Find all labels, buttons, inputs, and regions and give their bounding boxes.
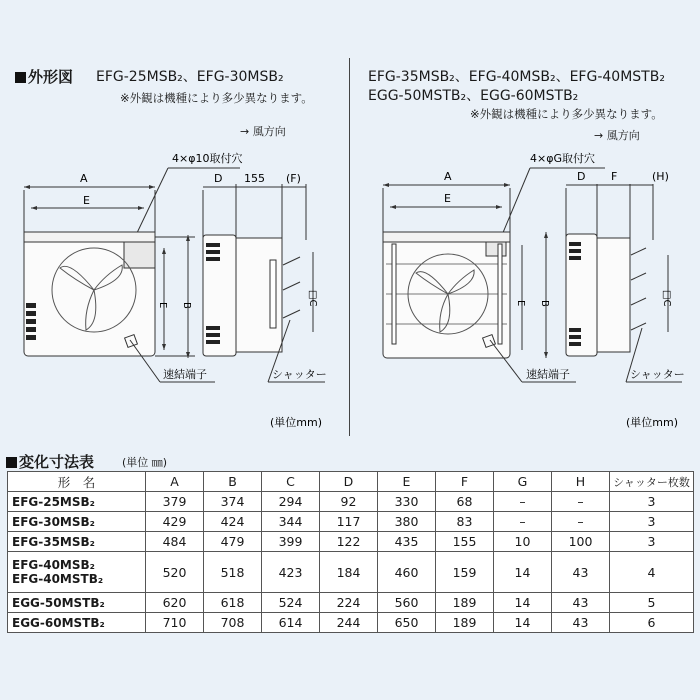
cell-f: 68 bbox=[436, 492, 494, 512]
cell-h: – bbox=[552, 512, 610, 532]
cell-e: 460 bbox=[378, 552, 436, 593]
col-header-c: C bbox=[262, 472, 320, 492]
right-front-view bbox=[383, 232, 510, 358]
table-row bbox=[8, 512, 694, 532]
cell-d: 244 bbox=[320, 613, 378, 633]
cell-d: 184 bbox=[320, 552, 378, 593]
dim-c-vertical: □C bbox=[307, 290, 318, 307]
col-header-d: D bbox=[320, 472, 378, 492]
left-side-view bbox=[203, 235, 300, 356]
row-name: EGG-60MSTB₂ bbox=[8, 613, 146, 633]
right-models-line1: EFG-35MSB₂、EFG-40MSB₂、EFG-40MSTB₂ bbox=[368, 69, 665, 85]
cell-shutter: 3 bbox=[610, 512, 694, 532]
cell-d: 117 bbox=[320, 512, 378, 532]
row-name: EGG-50MSTB₂ bbox=[8, 593, 146, 613]
cell-g: 10 bbox=[494, 532, 552, 552]
dim-b-vertical: B bbox=[181, 302, 192, 309]
dim-e-vertical: E bbox=[157, 302, 168, 309]
left-drawing bbox=[0, 140, 349, 440]
cell-e: 330 bbox=[378, 492, 436, 512]
dim-f-label: F bbox=[611, 170, 618, 183]
shutter-label: シャッター bbox=[630, 368, 685, 381]
cell-g: 14 bbox=[494, 613, 552, 633]
table-row bbox=[8, 613, 694, 633]
cell-c: 399 bbox=[262, 532, 320, 552]
col-header-e: E bbox=[378, 472, 436, 492]
cell-shutter: 5 bbox=[610, 593, 694, 613]
right-note: ※外観は機種により多少異なります。 bbox=[470, 107, 663, 121]
right-side-view bbox=[566, 234, 646, 356]
col-header-name: 形 名 bbox=[8, 472, 146, 492]
cell-c: 294 bbox=[262, 492, 320, 512]
dim-a-label: A bbox=[444, 170, 452, 183]
cell-b: 518 bbox=[204, 552, 262, 593]
cell-d: 122 bbox=[320, 532, 378, 552]
cell-c: 423 bbox=[262, 552, 320, 593]
dim-155-label: 155 bbox=[244, 172, 265, 185]
cell-b: 374 bbox=[204, 492, 262, 512]
cell-g: – bbox=[494, 512, 552, 532]
cell-a: 710 bbox=[146, 613, 204, 633]
cell-b: 618 bbox=[204, 593, 262, 613]
right-wind-label: → 風方向 bbox=[594, 129, 640, 142]
cell-g: 14 bbox=[494, 593, 552, 613]
cell-shutter: 3 bbox=[610, 492, 694, 512]
row-name-line1: EFG-40MSB₂ bbox=[12, 558, 95, 572]
dim-h-label: (H) bbox=[652, 170, 669, 183]
dim-d-label: D bbox=[577, 170, 586, 183]
table-header-row bbox=[8, 472, 694, 492]
cell-f: 189 bbox=[436, 613, 494, 633]
cell-h: – bbox=[552, 492, 610, 512]
left-unit-label: (単位mm) bbox=[270, 416, 323, 429]
cell-h: 43 bbox=[552, 613, 610, 633]
cell-shutter: 3 bbox=[610, 532, 694, 552]
dimension-table bbox=[7, 471, 694, 633]
cell-e: 435 bbox=[378, 532, 436, 552]
cell-a: 484 bbox=[146, 532, 204, 552]
right-drawing bbox=[350, 140, 700, 440]
table-row bbox=[8, 552, 694, 593]
cell-d: 224 bbox=[320, 593, 378, 613]
cell-f: 83 bbox=[436, 512, 494, 532]
left-wind-label: → 風方向 bbox=[240, 125, 286, 138]
cell-h: 43 bbox=[552, 552, 610, 593]
cell-h: 100 bbox=[552, 532, 610, 552]
cell-f: 159 bbox=[436, 552, 494, 593]
dim-e-vertical: E bbox=[515, 300, 526, 307]
table-row bbox=[8, 532, 694, 552]
cell-b: 424 bbox=[204, 512, 262, 532]
row-name bbox=[8, 552, 146, 593]
col-header-h: H bbox=[552, 472, 610, 492]
right-unit-label: (単位mm) bbox=[626, 416, 679, 429]
dim-e-label: E bbox=[83, 194, 90, 207]
terminal-label: 速結端子 bbox=[526, 368, 570, 381]
cell-e: 380 bbox=[378, 512, 436, 532]
left-front-view bbox=[24, 232, 155, 356]
dim-b-vertical: B bbox=[539, 300, 550, 307]
row-name: EFG-25MSB₂ bbox=[8, 492, 146, 512]
black-square-icon bbox=[15, 72, 26, 83]
left-title: 外形図 bbox=[15, 66, 73, 87]
cell-b: 708 bbox=[204, 613, 262, 633]
table-unit: (単位 ㎜) bbox=[122, 456, 168, 469]
col-header-shutter: シャッター枚数 bbox=[610, 472, 694, 492]
cell-shutter: 4 bbox=[610, 552, 694, 593]
left-models: EFG-25MSB₂、EFG-30MSB₂ bbox=[96, 69, 284, 85]
black-square-icon bbox=[6, 457, 17, 468]
cell-f: 155 bbox=[436, 532, 494, 552]
hole-label: 4×φG取付穴 bbox=[530, 152, 595, 165]
cell-c: 524 bbox=[262, 593, 320, 613]
cell-f: 189 bbox=[436, 593, 494, 613]
table-row bbox=[8, 593, 694, 613]
cell-e: 560 bbox=[378, 593, 436, 613]
dim-c-vertical: □C bbox=[661, 290, 672, 307]
cell-h: 43 bbox=[552, 593, 610, 613]
dim-d-label: D bbox=[214, 172, 223, 185]
cell-shutter: 6 bbox=[610, 613, 694, 633]
table-title: 変化寸法表 bbox=[6, 451, 94, 472]
dim-f-label: (F) bbox=[286, 172, 301, 185]
cell-a: 379 bbox=[146, 492, 204, 512]
cell-g: 14 bbox=[494, 552, 552, 593]
right-models-line2: EGG-50MSTB₂、EGG-60MSTB₂ bbox=[368, 88, 579, 104]
table-row bbox=[8, 492, 694, 512]
shutter-label: シャッター bbox=[272, 368, 327, 381]
cell-g: – bbox=[494, 492, 552, 512]
col-header-a: A bbox=[146, 472, 204, 492]
cell-a: 620 bbox=[146, 593, 204, 613]
row-name-line2: EFG-40MSTB₂ bbox=[12, 572, 104, 586]
cell-e: 650 bbox=[378, 613, 436, 633]
col-header-f: F bbox=[436, 472, 494, 492]
terminal-label: 速結端子 bbox=[163, 368, 207, 381]
cell-c: 614 bbox=[262, 613, 320, 633]
dim-e-label: E bbox=[444, 192, 451, 205]
cell-b: 479 bbox=[204, 532, 262, 552]
left-note: ※外観は機種により多少異なります。 bbox=[120, 91, 313, 105]
cell-a: 429 bbox=[146, 512, 204, 532]
cell-c: 344 bbox=[262, 512, 320, 532]
col-header-g: G bbox=[494, 472, 552, 492]
hole-label: 4×φ10取付穴 bbox=[172, 152, 243, 165]
row-name: EFG-30MSB₂ bbox=[8, 512, 146, 532]
cell-a: 520 bbox=[146, 552, 204, 593]
dim-a-label: A bbox=[80, 172, 88, 185]
col-header-b: B bbox=[204, 472, 262, 492]
cell-d: 92 bbox=[320, 492, 378, 512]
row-name: EFG-35MSB₂ bbox=[8, 532, 146, 552]
